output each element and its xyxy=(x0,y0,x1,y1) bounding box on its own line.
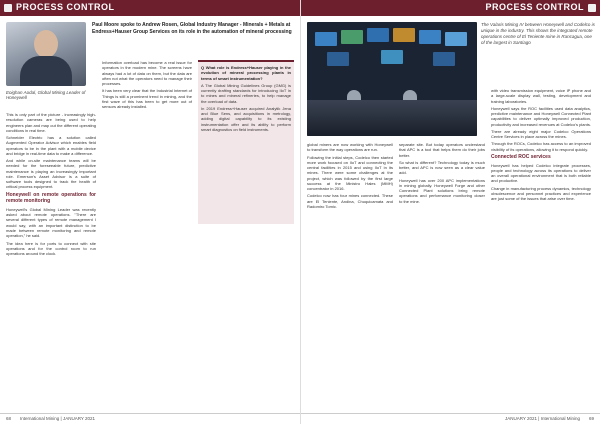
paragraph: Codelco now has four mines connected. These are El Teniente, Andina, Chuquicamata and Radomiro Tomic. xyxy=(307,193,393,209)
paragraph: separate site. But today operators understand that APC is a tool that helps them do their jobs better. xyxy=(399,142,485,158)
page-number: 68 xyxy=(6,416,12,421)
paragraph: global miners are now working with Honeywell to transform the way operations are run. xyxy=(307,142,393,153)
monitor-screen xyxy=(367,28,389,42)
text-column-c xyxy=(491,88,591,203)
section-marker-icon xyxy=(588,4,596,12)
section-header-bar xyxy=(0,0,300,16)
monitor-screen xyxy=(381,50,403,64)
paragraph: Honeywell has over 200 APC implementations in mining globally. Honeywell Forge and other Connected Plant solutions bring remote operations and performance monitoring closer to the mine. xyxy=(399,177,485,204)
footer-text: JANUARY 2021 | International Mining xyxy=(504,416,580,421)
paragraph: The idea here is for ports to connect with site operations and for the control room to run operations around the clock. xyxy=(6,240,96,257)
section-title: PROCESS CONTROL xyxy=(16,2,115,12)
paragraph: It has been very clear that the Industrial Internet of Things is still a prominent trend in mining, and the first wave of this has been to get more out of sensors already installed. xyxy=(102,88,192,110)
paragraph: Honeywell's Global Mining Leader was recently asked about remote operations. "There are several different types of remote management I would say, with an important distinction to be made between remote monitoring and remote operation," he said. xyxy=(6,206,96,239)
paragraph: Honeywell has helped Codelco integrate processes, people and technology across its operations to deliver an overall operational environment that is both reliable and productive. xyxy=(491,162,591,184)
qa-answer: In 2019 Endress+Hauser acquired Analytik Jena and Blue Sens, and acquisitions in metrology, adding digital capability to its existing instrumentation offer and its ability to perform smart diagnostics on field instruments. xyxy=(201,105,291,132)
paragraph: Schneider Electric has a solution called Augmented Operator Advisor which enables field operators to be in the plant with a mobile device and bridge in real-time data to make a difference. xyxy=(6,135,96,156)
portrait-body xyxy=(20,56,72,86)
subheading: Connected ROC services xyxy=(491,153,551,160)
paragraph: Through the ROCs, Codelco has access to an improved visibility of its operations, allowing it to respond quickly. xyxy=(491,141,591,152)
control-desk xyxy=(307,100,477,136)
subheading: Honeywell on remote operations for remote monitoring xyxy=(6,191,96,205)
qa-box-text xyxy=(201,65,291,132)
paragraph: So what is different? Technology today is much better, and APC is now seen as a clear value add. xyxy=(399,159,485,176)
section-title: PROCESS CONTROL xyxy=(485,2,584,12)
monitor-screen xyxy=(315,32,337,46)
monitor-screen xyxy=(445,32,467,46)
page-footer xyxy=(0,413,300,424)
text-column-a xyxy=(307,142,393,211)
monitor-screen xyxy=(327,52,349,66)
page-footer xyxy=(301,413,600,424)
monitor-screen xyxy=(433,52,455,66)
paragraph: Information overload has become a real issue for operators in the modern mine. The screens have always had a lot of data on them, but the data are often not what the operators need to manage their processes. xyxy=(102,60,192,87)
section-header-bar xyxy=(301,0,600,16)
text-column-b xyxy=(399,142,485,206)
section-marker-icon xyxy=(4,4,12,12)
portrait-head xyxy=(34,30,58,58)
paragraph: And while on-site maintenance teams will be needed for the foreseeable future, predictive maintenance is playing an increasingly important role. Emerson's Asset Advisor is a suite of software tools designed to track the health of critical process equipment. xyxy=(6,158,96,190)
paragraph: Honeywell says the ROC facilities used data analytics, predictive maintenance and Honeywell Connected Plant capabilities to deliver optimally improved production, productivity and increased revenues at Codelco's plants. xyxy=(491,105,591,127)
qa-box xyxy=(198,60,294,224)
monitor-screen xyxy=(419,30,441,44)
qa-question: Q What role is Endress+Hauser playing in the evolution of mineral processing plants in terms of smart instrumentation? xyxy=(201,65,291,81)
article-intro: Paul Moore spoke to Andrew Rosen, Global Industry Manager - Minerals + Metals at Endress+Hauser Group Services on its role in the automation of mineral processing xyxy=(92,22,292,35)
footer-text: International Mining | JANUARY 2021 xyxy=(20,416,96,421)
text-column-1 xyxy=(6,112,96,258)
paragraph: This is only part of the picture - increasingly high-resolution cameras are being used to help engineers plan and map out the different operating conditions in real time. xyxy=(6,112,96,133)
paragraph: Change in manufacturing process dynamics, technology obsolescence and personnel practices and experience are just some of the issues that arise over time. xyxy=(491,185,591,202)
photo-caption: Eoighan Aodal, Global Mining Leader of Honeywell xyxy=(6,90,86,101)
portrait-photo xyxy=(6,22,86,86)
photo-caption: The Valaris Mining IV between Honeywell and Codelco is unique in the industry. This shows the integrated remote operations centre of El Teniente mine in Rancagua, one of the largest in Santiago xyxy=(481,22,595,45)
paragraph: with video transmission equipment, voice IP phone and a large-scale display wall, testing, development and training laboratories. xyxy=(491,88,591,104)
page-number: 69 xyxy=(588,416,594,421)
qa-answer: A The Global Mining Guidelines Group (GMG) is currently drafting standards for introducing IIoT in to mines and mineral refineries, to help manage the overload of data. xyxy=(201,82,291,104)
monitor-screen xyxy=(393,28,415,42)
monitor-screen xyxy=(341,30,363,44)
control-room-photo xyxy=(307,22,477,136)
right-page xyxy=(300,0,600,424)
paragraph: Following the initial steps, Codelco then started more work focused on IIoT and connecting the central facilities in 2015 and using IIoT in its mines. There were some challenges at the project, which was followed by the first large success at the Ministro Hales (MMH) concentrator in 2016. xyxy=(307,154,393,192)
paragraph: There are already eight major Codelco Operations Centre Services in place across the mines. xyxy=(491,128,591,140)
text-column-2 xyxy=(102,60,192,111)
